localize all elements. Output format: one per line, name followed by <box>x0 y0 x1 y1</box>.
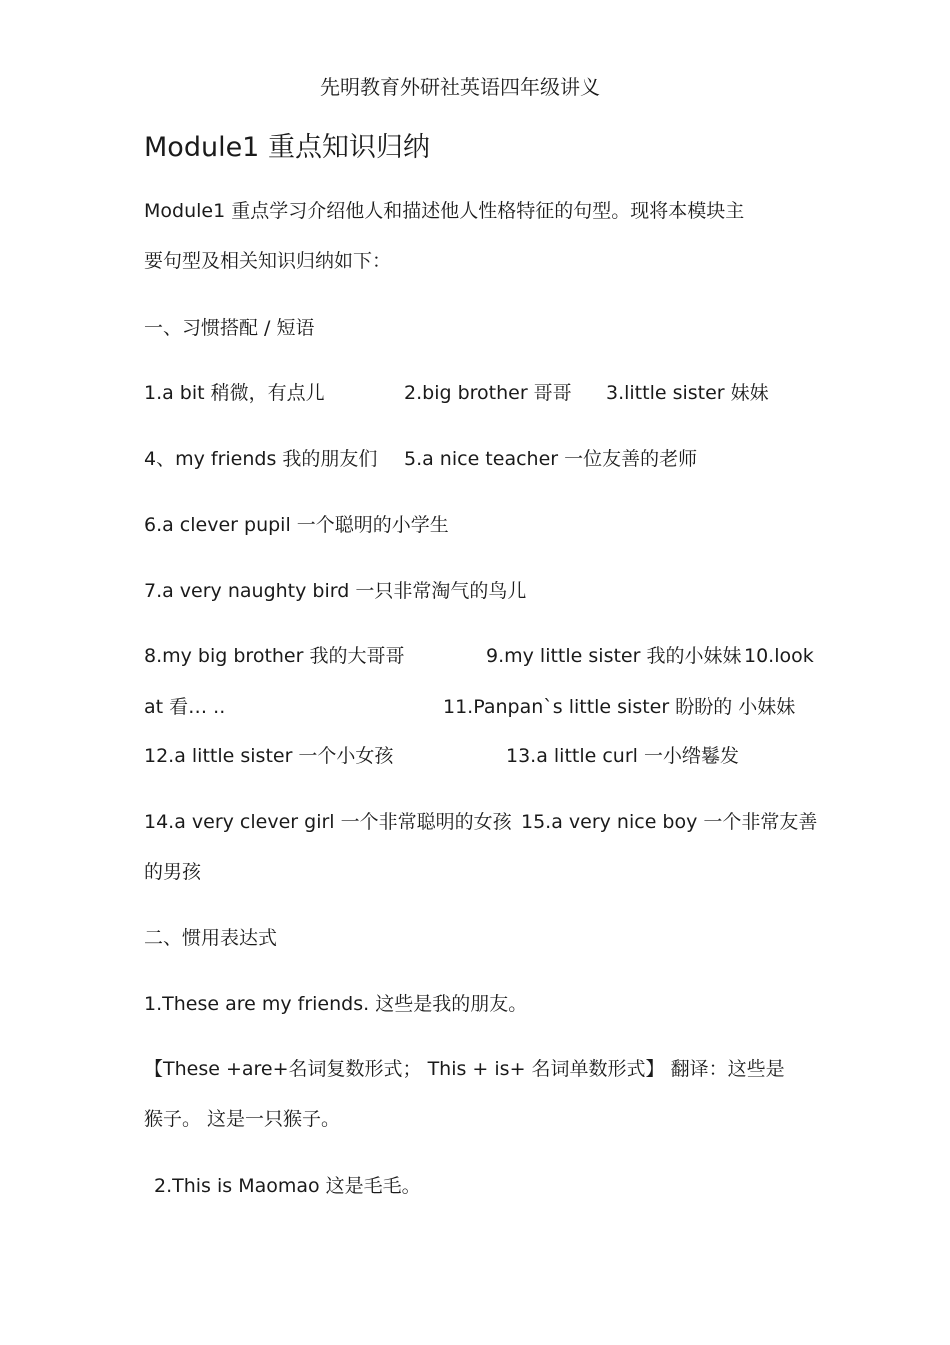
phrase-item: 12.a little sister 一个小女孩 <box>144 745 394 767</box>
phrase-item: 13.a little curl 一小绺鬈发 <box>506 745 739 767</box>
intro-line-1: Module1 重点学习介绍他人和描述他人性格特征的句型。现将本模块主 <box>144 200 745 222</box>
expression-item: 1.These are my friends. 这些是我的朋友。 <box>144 993 528 1015</box>
phrase-item: 4、my friends 我的朋友们 <box>144 448 378 470</box>
expression-item: 2.This is Maomao 这是毛毛。 <box>154 1175 421 1197</box>
phrase-item: 10.look <box>744 645 814 667</box>
phrase-item: 6.a clever pupil 一个聪明的小学生 <box>144 514 449 536</box>
phrase-item: 15.a very nice boy 一个非常友善 <box>521 811 818 833</box>
page-title: Module1 重点知识归纳 <box>144 132 430 163</box>
phrase-item: 2.big brother 哥哥 <box>404 382 572 404</box>
phrase-item: 9.my little sister 我的小妹妹 <box>486 645 742 667</box>
phrase-item: 8.my big brother 我的大哥哥 <box>144 645 405 667</box>
phrase-item: 的男孩 <box>144 861 202 883</box>
page-header: 先明教育外研社英语四年级讲义 <box>320 75 600 99</box>
phrase-item: 5.a nice teacher 一位友善的老师 <box>404 448 698 470</box>
section-heading-expressions: 二、惯用表达式 <box>144 927 278 949</box>
section-heading-collocations: 一、习惯搭配 / 短语 <box>144 317 315 339</box>
intro-line-2: 要句型及相关知识归纳如下： <box>144 250 392 272</box>
grammar-note-line-1: 【These +are+名词复数形式； This + is+ 名词单数形式】 翻译：这些是 <box>144 1058 785 1080</box>
phrase-item: 3.little sister 妹妹 <box>606 382 769 404</box>
phrase-item: 7.a very naughty bird 一只非常淘气的鸟儿 <box>144 580 527 602</box>
phrase-item: 11.Panpan`s little sister 盼盼的 小妹妹 <box>443 696 796 718</box>
grammar-note-line-2: 猴子。 这是一只猴子。 <box>144 1108 341 1130</box>
phrase-item: at 看… .. <box>144 696 226 718</box>
phrase-item: 1.a bit 稍微，有点儿 <box>144 382 325 404</box>
phrase-item: 14.a very clever girl 一个非常聪明的女孩 <box>144 811 512 833</box>
